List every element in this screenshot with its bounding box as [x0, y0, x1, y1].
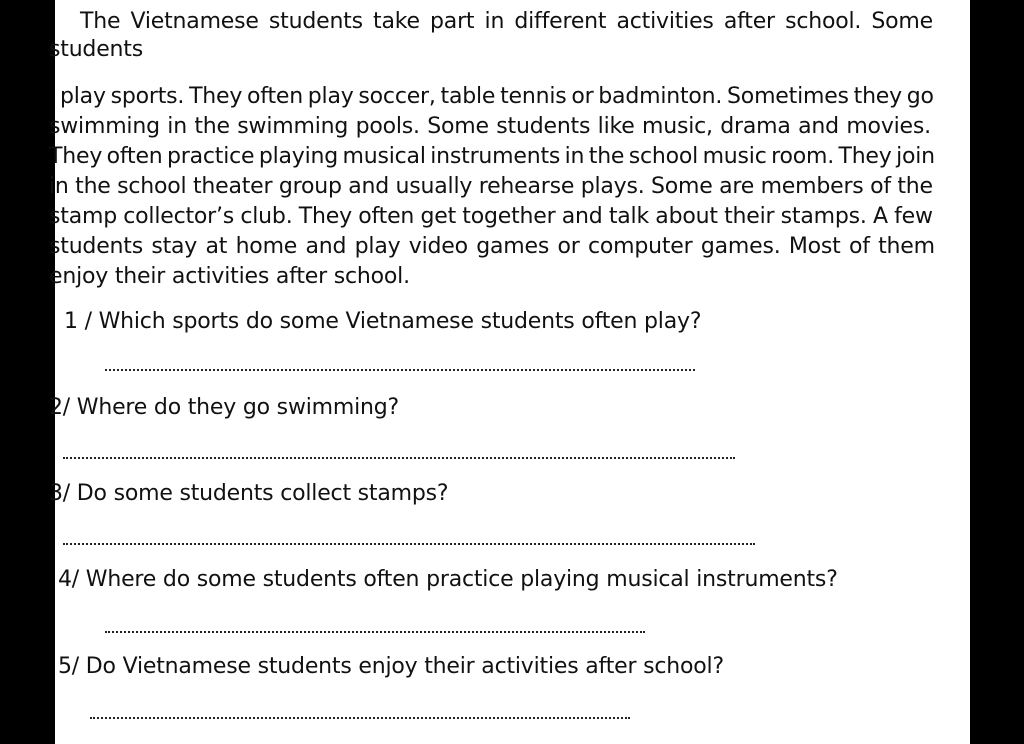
passage-word: in: [564, 144, 585, 169]
passage-word: or: [557, 234, 580, 259]
passage-word: in: [484, 9, 505, 34]
passage-word: games: [476, 234, 550, 259]
passage-word: and: [798, 114, 839, 139]
passage-word: sports.: [110, 84, 185, 109]
passage-word: get: [420, 204, 456, 229]
passage-word: room.: [771, 144, 834, 169]
passage-word: take: [373, 9, 420, 34]
passage-word: activities: [616, 9, 714, 34]
answer-line-3[interactable]: [63, 543, 755, 545]
passage-word: and: [348, 174, 390, 199]
passage-word: stay: [151, 234, 198, 259]
passage-word: Some: [651, 174, 713, 199]
passage-word: They: [838, 144, 892, 169]
passage-word: playing: [258, 144, 339, 169]
passage-word: club.: [240, 204, 293, 229]
passage-word: They: [49, 144, 103, 169]
passage-word: join: [896, 144, 935, 169]
passage-word: A: [872, 204, 888, 229]
passage-word: swimming: [49, 114, 160, 139]
passage-word: of: [870, 174, 891, 199]
passage-word: stamp: [49, 204, 117, 229]
passage-word: often: [247, 84, 303, 109]
passage-word: in: [49, 174, 69, 199]
question-3: 3/ Do some students collect stamps?: [49, 481, 449, 506]
passage-word: plays.: [580, 174, 645, 199]
passage-word: computer: [587, 234, 693, 259]
passage-line-1: [80, 7, 933, 37]
passage-word: and: [305, 234, 347, 259]
passage-line-2: students: [49, 37, 143, 62]
passage-word: often: [106, 144, 163, 169]
answer-line-2[interactable]: [63, 457, 735, 459]
passage-word: musical: [342, 144, 426, 169]
passage-line-6: [49, 172, 933, 202]
passage-word: are: [719, 174, 755, 199]
passage-word: in: [167, 114, 187, 139]
passage-word: instruments: [430, 144, 561, 169]
passage-word: home: [235, 234, 298, 259]
passage-word: Most: [788, 234, 841, 259]
passage-line-7: [49, 202, 933, 232]
passage-word: group: [278, 174, 342, 199]
question-2: 2/ Where do they go swimming?: [49, 395, 400, 420]
passage-word: practice: [167, 144, 255, 169]
question-4: 4/ Where do some students often practice playing musical instruments?: [58, 567, 838, 592]
passage-word: movies.: [846, 114, 931, 139]
passage-word: rehearse: [478, 174, 575, 199]
passage-word: They: [298, 204, 352, 229]
answer-line-1[interactable]: [105, 369, 695, 371]
passage-line-8: [49, 232, 935, 262]
passage-word: The: [80, 9, 121, 34]
passage-line-5: [49, 142, 935, 172]
passage-word: few: [894, 204, 933, 229]
passage-word: tennis: [500, 84, 567, 109]
passage-word: stamps.: [780, 204, 867, 229]
passage-word: school: [628, 144, 699, 169]
passage-word: play: [60, 84, 106, 109]
passage-word: soccer,: [358, 84, 436, 109]
passage-word: Vietnamese: [130, 9, 259, 34]
passage-word: part: [430, 9, 475, 34]
worksheet-page: [49, 0, 970, 744]
passage-word: usually: [395, 174, 473, 199]
passage-word: collector’s: [123, 204, 235, 229]
passage-word: They: [189, 84, 243, 109]
passage-word: video: [408, 234, 468, 259]
passage-word: after: [723, 9, 775, 34]
passage-word: Some: [427, 114, 489, 139]
passage-word: the: [588, 144, 625, 169]
passage-word: music,: [642, 114, 713, 139]
passage-word: theater: [192, 174, 273, 199]
question-5: 5/ Do Vietnamese students enjoy their activities after school?: [58, 654, 724, 679]
passage-word: music: [702, 144, 767, 169]
passage-word: the: [897, 174, 933, 199]
passage-word: the: [75, 174, 111, 199]
passage-word: pools.: [355, 114, 420, 139]
passage-word: games.: [700, 234, 781, 259]
passage-word: badminton.: [598, 84, 723, 109]
passage-word: students: [49, 234, 143, 259]
passage-word: about: [655, 204, 718, 229]
answer-line-5[interactable]: [90, 717, 630, 719]
passage-word: school.: [785, 9, 862, 34]
passage-word: they: [853, 84, 902, 109]
passage-word: like: [597, 114, 635, 139]
passage-word: different: [514, 9, 607, 34]
passage-word: of: [848, 234, 870, 259]
passage-word: play: [354, 234, 401, 259]
passage-word: go: [906, 84, 934, 109]
passage-word: school: [117, 174, 187, 199]
passage-word: or: [571, 84, 594, 109]
question-1: 1 / Which sports do some Vietnamese students often play?: [64, 309, 702, 334]
passage-word: students: [268, 9, 363, 34]
passage-word: them: [878, 234, 935, 259]
passage-word: Some: [871, 9, 933, 34]
passage-word: Sometimes: [727, 84, 849, 109]
passage-word: drama: [720, 114, 791, 139]
passage-word: their: [724, 204, 775, 229]
passage-line-3: [60, 82, 934, 112]
passage-line-9: enjoy their activities after school.: [49, 264, 410, 289]
passage-word: the: [194, 114, 230, 139]
passage-line-4: [49, 112, 931, 142]
passage-word: together: [462, 204, 556, 229]
passage-word: members: [760, 174, 864, 199]
passage-word: swimming: [237, 114, 349, 139]
passage-word: often: [358, 204, 415, 229]
passage-word: students: [496, 114, 591, 139]
passage-word: at: [205, 234, 228, 259]
passage-word: table: [440, 84, 496, 109]
answer-line-4[interactable]: [105, 631, 645, 633]
passage-word: and: [561, 204, 603, 229]
passage-word: talk: [608, 204, 649, 229]
passage-word: play: [307, 84, 354, 109]
